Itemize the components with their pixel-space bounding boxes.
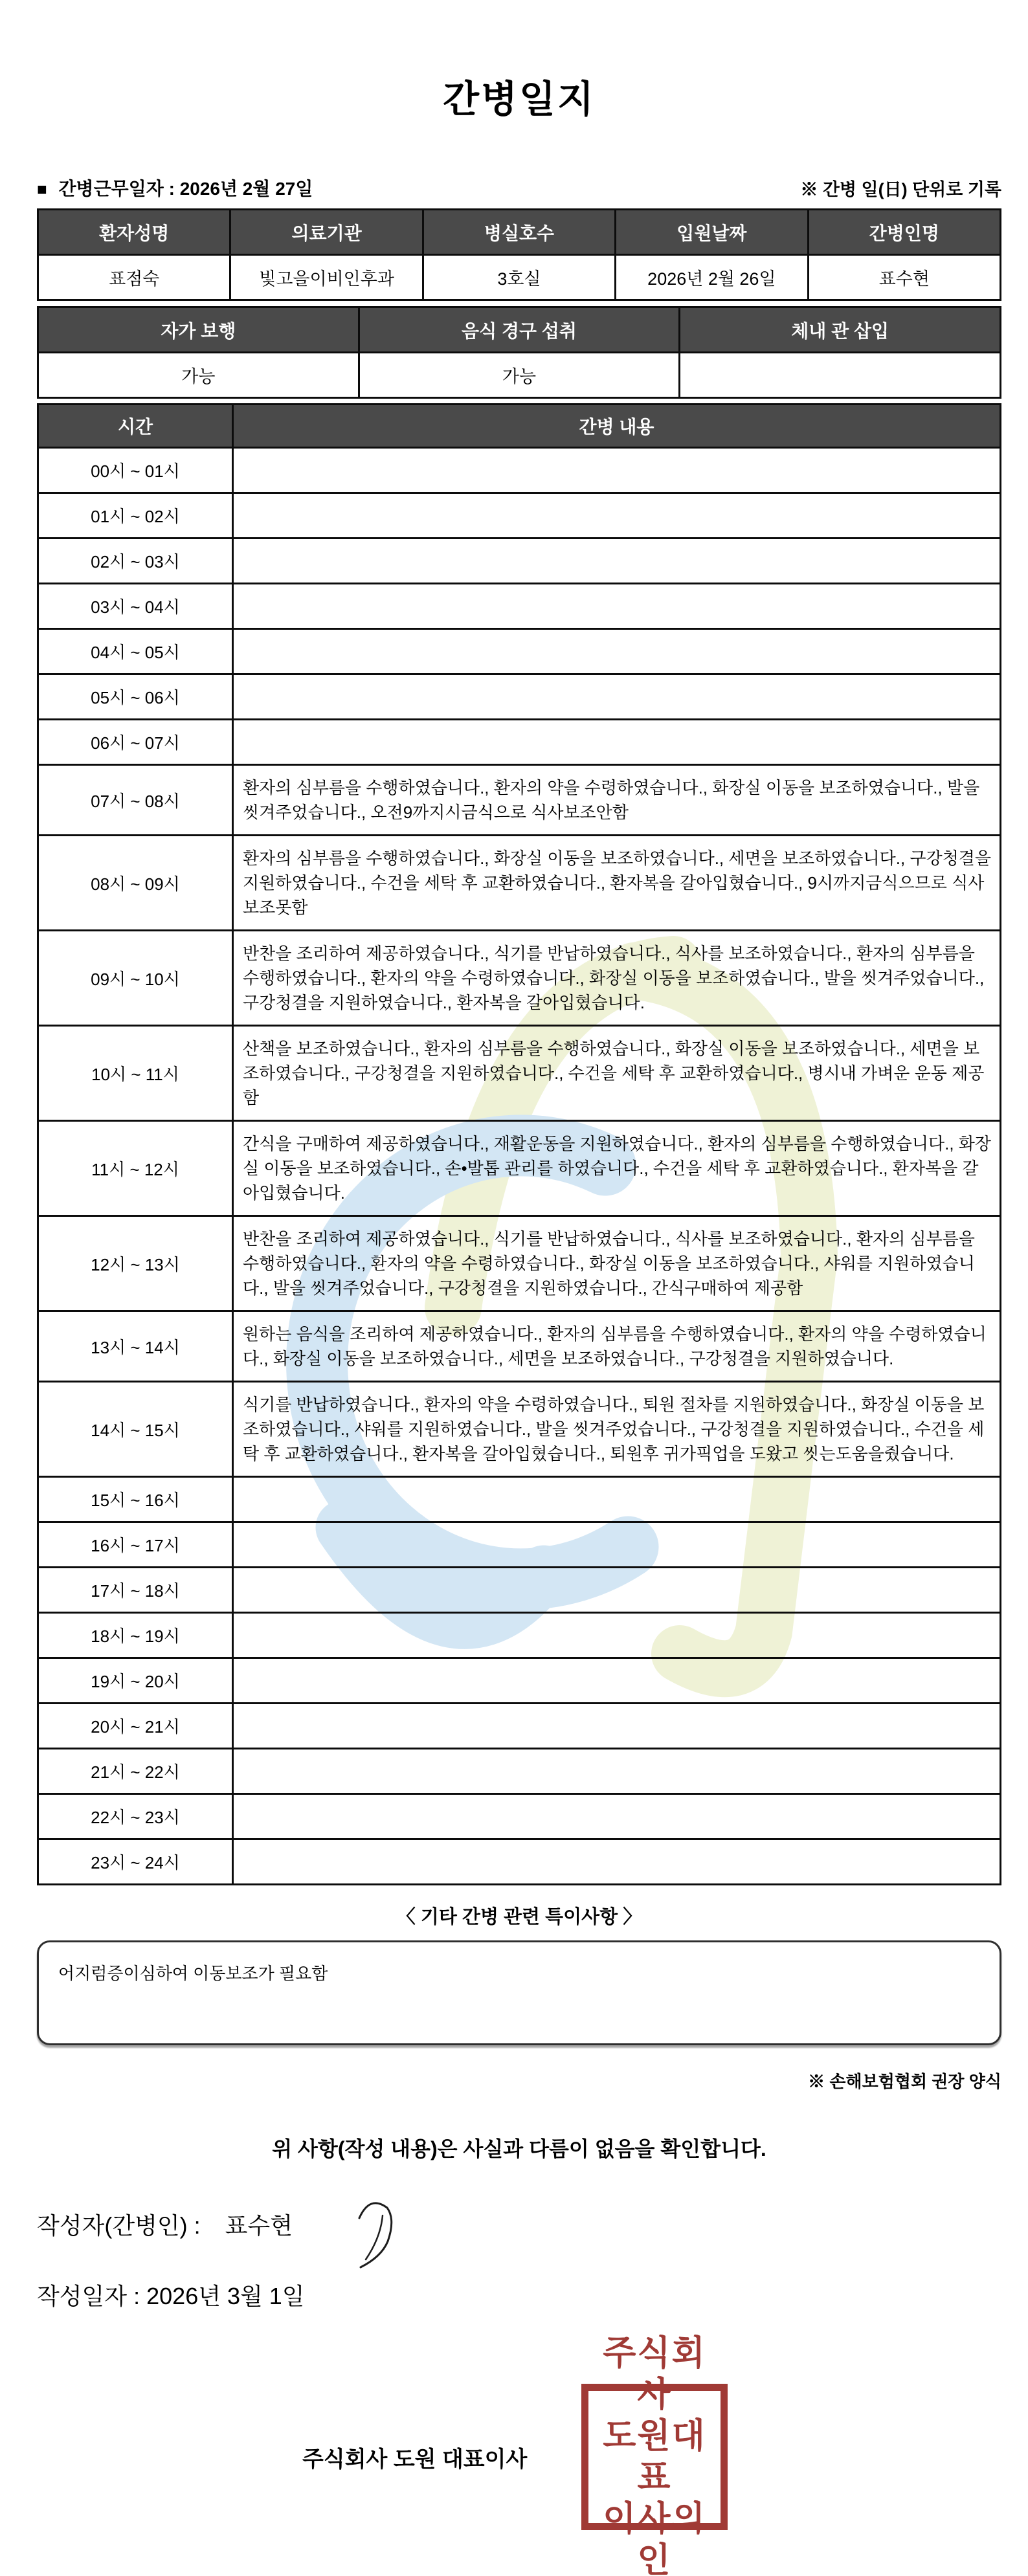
table-row bbox=[38, 1704, 1001, 1749]
recommended-form-note: ※ 손해보험협회 권장 양식 bbox=[808, 2072, 1001, 2091]
header-patient-name: 환자성명 bbox=[38, 210, 230, 255]
table-row bbox=[38, 1026, 1001, 1121]
stamp-text-line: 주식회사 bbox=[603, 2334, 706, 2414]
written-date-value: 2026년 3월 1일 bbox=[146, 2283, 305, 2309]
value-medical-institution: 빛고을이비인후과 bbox=[230, 255, 423, 300]
notes-content: 어지럼증이심하여 이동보조가 필요함 bbox=[58, 1964, 328, 1983]
care-content bbox=[233, 1749, 1001, 1794]
care-content bbox=[233, 674, 1001, 720]
value-admission-date: 2026년 2월 26일 bbox=[616, 255, 808, 300]
time-label: 18시 ~ 19시 bbox=[38, 1613, 233, 1658]
time-label: 14시 ~ 15시 bbox=[38, 1382, 233, 1477]
value-oral-intake: 가능 bbox=[359, 353, 680, 398]
table-row bbox=[38, 1216, 1001, 1311]
status-header-row bbox=[38, 307, 1001, 353]
time-label: 01시 ~ 02시 bbox=[38, 493, 233, 539]
table-row bbox=[38, 674, 1001, 720]
care-content bbox=[233, 629, 1001, 674]
writer-row bbox=[37, 2208, 1001, 2241]
time-label: 22시 ~ 23시 bbox=[38, 1794, 233, 1839]
care-content: 원하는 음식을 조리하여 제공하였습니다., 환자의 심부름을 수행하였습니다., 환자의 약을 수령하였습니다., 화장실 이동을 보조하였습니다., 세면을 보조하였습니다., 구강청결을 지원하였습니다. bbox=[233, 1311, 1001, 1382]
care-content bbox=[233, 1704, 1001, 1749]
value-caregiver-name: 표수현 bbox=[808, 255, 1000, 300]
table-row bbox=[38, 539, 1001, 584]
value-patient-name: 표점숙 bbox=[38, 255, 230, 300]
care-content: 식기를 반납하였습니다., 환자의 약을 수령하였습니다., 퇴원 절차를 지원하였습니다., 화장실 이동을 보조하였습니다., 샤워를 지원하였습니다., 발을 씻겨주었습니다., 구강청결을 지원하였습니다., 수건을 세탁 후 교환하였습니다., 환자복을 갈아입혔습니다., 퇴원후 귀가픽업을 도왔고 씻는도움을줬습니다. bbox=[233, 1382, 1001, 1477]
care-content bbox=[233, 448, 1001, 493]
table-row bbox=[38, 493, 1001, 539]
time-label: 17시 ~ 18시 bbox=[38, 1568, 233, 1613]
status-value-row bbox=[38, 353, 1001, 398]
time-label: 02시 ~ 03시 bbox=[38, 539, 233, 584]
table-row bbox=[38, 931, 1001, 1026]
handwritten-signature bbox=[352, 2197, 398, 2270]
care-content: 반찬을 조리하여 제공하였습니다., 식기를 반납하였습니다., 식사를 보조하였습니다., 환자의 심부름을 수행하였습니다., 환자의 약을 수령하였습니다., 화장실 이동을 보조하였습니다., 샤워를 지원하였습니다., 발을 씻겨주었습니다., 구강청결을 지원하였습니다., 간식구매하여 제공함 bbox=[233, 1216, 1001, 1311]
header-tube-insertion: 체내 관 삽입 bbox=[680, 307, 1001, 353]
table-row bbox=[38, 1794, 1001, 1839]
time-label: 03시 ~ 04시 bbox=[38, 584, 233, 629]
header-oral-intake: 음식 경구 섭취 bbox=[359, 307, 680, 353]
duty-date-value: 2026년 2월 27일 bbox=[179, 179, 313, 199]
company-ceo-line: 주식회사 도원 대표이사 bbox=[302, 2447, 528, 2472]
confirmation-statement: 위 사항(작성 내용)은 사실과 다름이 없음을 확인합니다. bbox=[272, 2137, 766, 2160]
square-bullet-icon: ■ bbox=[37, 179, 47, 199]
document-content bbox=[0, 69, 1028, 2311]
care-content bbox=[233, 1477, 1001, 1522]
table-row bbox=[38, 720, 1001, 765]
time-label: 15시 ~ 16시 bbox=[38, 1477, 233, 1522]
care-content bbox=[233, 1658, 1001, 1704]
time-label: 16시 ~ 17시 bbox=[38, 1522, 233, 1568]
patient-info-header-row bbox=[38, 210, 1001, 255]
table-row bbox=[38, 836, 1001, 931]
care-content bbox=[233, 1794, 1001, 1839]
stamp-text-line: 도원대표 bbox=[603, 2417, 706, 2496]
table-row bbox=[38, 1382, 1001, 1477]
time-label: 07시 ~ 08시 bbox=[38, 765, 233, 836]
care-content: 산책을 보조하였습니다., 환자의 심부름을 수행하였습니다., 화장실 이동을 보조하였습니다., 세면을 보조하였습니다., 구강청결을 지원하였습니다., 수건을 세탁 후 교환하였습니다., 병시내 가벼운 운동 제공함 bbox=[233, 1026, 1001, 1121]
writer-name: 표수현 bbox=[225, 2212, 293, 2239]
care-log-table bbox=[37, 403, 1001, 1885]
value-self-walking: 가능 bbox=[38, 353, 359, 398]
care-log-header-row bbox=[38, 405, 1001, 448]
care-content bbox=[233, 720, 1001, 765]
table-row bbox=[38, 1522, 1001, 1568]
header-caregiver-name: 간병인명 bbox=[808, 210, 1000, 255]
care-content bbox=[233, 1522, 1001, 1568]
care-content bbox=[233, 539, 1001, 584]
time-label: 08시 ~ 09시 bbox=[38, 836, 233, 931]
stamp-text-line: 이사의인 bbox=[603, 2500, 706, 2576]
table-row bbox=[38, 1311, 1001, 1382]
time-label: 06시 ~ 07시 bbox=[38, 720, 233, 765]
care-content bbox=[233, 1839, 1001, 1885]
care-content: 환자의 심부름을 수행하였습니다., 환자의 약을 수령하였습니다., 화장실 이동을 보조하였습니다., 발을 씻겨주었습니다., 오전9까지시금식으로 식사보조안함 bbox=[233, 765, 1001, 836]
care-content bbox=[233, 1568, 1001, 1613]
time-label: 05시 ~ 06시 bbox=[38, 674, 233, 720]
table-row bbox=[38, 1477, 1001, 1522]
table-row bbox=[38, 448, 1001, 493]
table-row bbox=[38, 629, 1001, 674]
patient-info-table bbox=[37, 208, 1001, 301]
header-medical-institution: 의료기관 bbox=[230, 210, 423, 255]
care-content bbox=[233, 1613, 1001, 1658]
unit-note: ※ 간병 일(日) 단위로 기록 bbox=[800, 180, 1001, 199]
header-care-content: 간병 내용 bbox=[233, 405, 1001, 448]
table-row bbox=[38, 1613, 1001, 1658]
corporate-seal-stamp bbox=[581, 2334, 728, 2576]
table-row bbox=[38, 1568, 1001, 1613]
time-label: 11시 ~ 12시 bbox=[38, 1121, 233, 1216]
header-self-walking: 자가 보행 bbox=[38, 307, 359, 353]
time-label: 00시 ~ 01시 bbox=[38, 448, 233, 493]
patient-status-table bbox=[37, 306, 1001, 399]
care-content: 간식을 구매하여 제공하였습니다., 재활운동을 지원하였습니다., 환자의 심부름을 수행하였습니다., 화장실 이동을 보조하였습니다., 손•발톱 관리를 하였습니다., 수건을 세탁 후 교환하였습니다., 환자복을 갈아입혔습니다. bbox=[233, 1121, 1001, 1216]
value-room-number: 3호실 bbox=[423, 255, 615, 300]
table-row bbox=[38, 1839, 1001, 1885]
time-label: 12시 ~ 13시 bbox=[38, 1216, 233, 1311]
header-admission-date: 입원날짜 bbox=[616, 210, 808, 255]
table-row bbox=[38, 1121, 1001, 1216]
time-label: 23시 ~ 24시 bbox=[38, 1839, 233, 1885]
time-label: 20시 ~ 21시 bbox=[38, 1704, 233, 1749]
care-content bbox=[233, 584, 1001, 629]
table-row bbox=[38, 765, 1001, 836]
patient-info-value-row bbox=[38, 255, 1001, 300]
value-tube-insertion bbox=[680, 353, 1001, 398]
table-row bbox=[38, 1658, 1001, 1704]
time-label: 09시 ~ 10시 bbox=[38, 931, 233, 1026]
duty-date-label: 간병근무일자 : bbox=[58, 179, 175, 199]
written-date-label: 작성일자 : bbox=[37, 2283, 140, 2309]
written-date-row bbox=[37, 2278, 1001, 2311]
writer-label: 작성자(간병인) : bbox=[37, 2212, 201, 2239]
care-content: 환자의 심부름을 수행하였습니다., 화장실 이동을 보조하였습니다., 세면을 보조하였습니다., 구강청결을 지원하였습니다., 수건을 세탁 후 교환하였습니다., 환자복을 갈아입혔습니다., 9시까지금식으므로 식사보조못함 bbox=[233, 836, 1001, 931]
notes-box bbox=[37, 1940, 1001, 2045]
time-label: 19시 ~ 20시 bbox=[38, 1658, 233, 1704]
page-title: 간병일지 bbox=[442, 78, 596, 120]
table-row bbox=[38, 1749, 1001, 1794]
table-row bbox=[38, 584, 1001, 629]
header-room-number: 병실호수 bbox=[423, 210, 615, 255]
time-label: 21시 ~ 22시 bbox=[38, 1749, 233, 1794]
meta-row bbox=[37, 175, 1001, 201]
notes-heading: 〈 기타 간병 관련 특이사항 〉 bbox=[396, 1907, 642, 1927]
care-content bbox=[233, 493, 1001, 539]
header-time: 시간 bbox=[38, 405, 233, 448]
time-label: 04시 ~ 05시 bbox=[38, 629, 233, 674]
duty-date-line bbox=[37, 175, 313, 201]
time-label: 10시 ~ 11시 bbox=[38, 1026, 233, 1121]
time-label: 13시 ~ 14시 bbox=[38, 1311, 233, 1382]
care-content: 반찬을 조리하여 제공하였습니다., 식기를 반납하였습니다., 식사를 보조하였습니다., 환자의 심부름을 수행하였습니다., 환자의 약을 수령하였습니다., 화장실 이동을 보조하였습니다., 발을 씻겨주었습니다., 구강청결을 지원하였습니다., 환자복을 갈아입혔습니다. bbox=[233, 931, 1001, 1026]
